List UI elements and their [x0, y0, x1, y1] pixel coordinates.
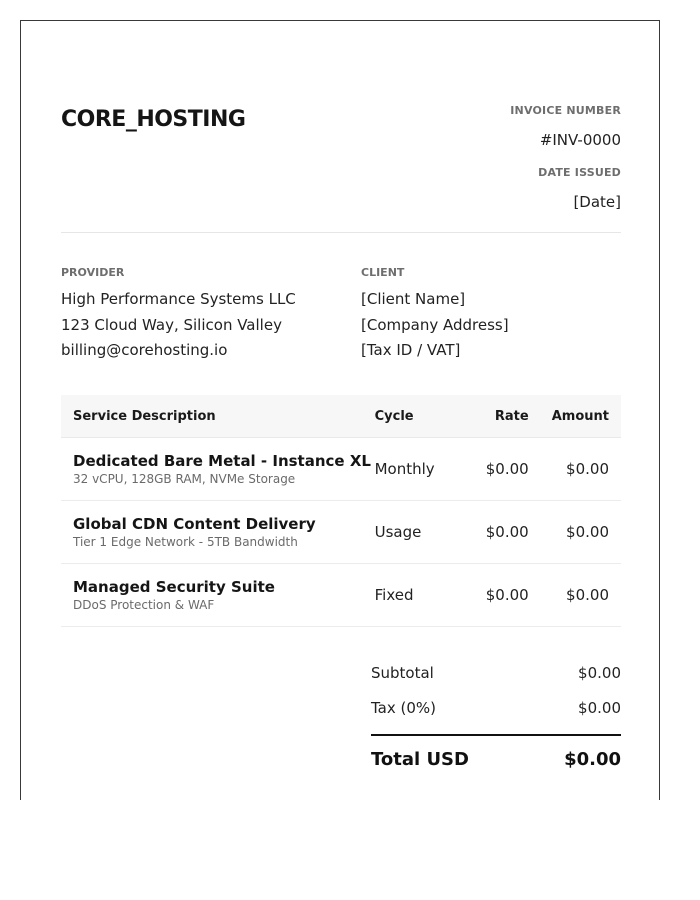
service-amount: $0.00: [529, 438, 621, 501]
service-rate: $0.00: [462, 501, 528, 564]
column-header-cycle: Cycle: [375, 395, 463, 438]
service-rate: $0.00: [462, 564, 528, 627]
date-issued: [Date]: [573, 193, 621, 211]
service-name: Managed Security Suite: [73, 577, 275, 596]
service-cycle: Fixed: [375, 564, 463, 627]
service-amount: $0.00: [529, 501, 621, 564]
invoice-number-label: INVOICE NUMBER: [510, 104, 621, 117]
total-divider: [371, 734, 621, 736]
table-header-row: [61, 395, 621, 438]
client-block: [361, 265, 641, 364]
service-detail: Tier 1 Edge Network - 5TB Bandwidth: [73, 534, 298, 549]
service-cycle: Monthly: [375, 438, 463, 501]
provider-block: [61, 265, 341, 364]
provider-email: billing@corehosting.io: [61, 341, 228, 359]
service-cycle: Usage: [375, 501, 463, 564]
client-address: [Company Address]: [361, 315, 509, 334]
column-header-rate: Rate: [462, 395, 528, 438]
service-amount: $0.00: [529, 564, 621, 627]
brand-name: CORE_HOSTING: [61, 107, 246, 132]
total-value: $0.00: [564, 749, 621, 770]
total-row: [371, 749, 621, 770]
date-issued-label: DATE ISSUED: [538, 166, 621, 179]
table-row: [61, 438, 621, 501]
provider-address: 123 Cloud Way, Silicon Valley: [61, 315, 282, 334]
services-table: [61, 395, 621, 627]
table-row: [61, 564, 621, 627]
subtotal-label: Subtotal: [371, 664, 434, 682]
totals-block: [371, 661, 621, 770]
client-tax-id: [Tax ID / VAT]: [361, 341, 461, 359]
service-name: Global CDN Content Delivery: [73, 514, 316, 533]
subtotal-value: $0.00: [578, 664, 621, 682]
service-detail: 32 vCPU, 128GB RAM, NVMe Storage: [73, 471, 296, 486]
column-header-amount: Amount: [529, 395, 621, 438]
service-name: Dedicated Bare Metal - Instance XL: [73, 451, 371, 470]
header-divider: [61, 232, 621, 233]
column-header-description: Service Description: [61, 395, 375, 438]
provider-label: PROVIDER: [61, 266, 125, 279]
client-name: [Client Name]: [361, 290, 466, 308]
total-label: Total USD: [371, 749, 469, 770]
client-label: CLIENT: [361, 266, 405, 279]
service-description-cell: [61, 564, 375, 627]
service-rate: $0.00: [462, 438, 528, 501]
table-row: [61, 501, 621, 564]
tax-label: Tax (0%): [371, 699, 437, 717]
invoice-meta: [510, 103, 621, 211]
tax-value: $0.00: [578, 699, 621, 717]
service-detail: DDoS Protection & WAF: [73, 597, 215, 612]
invoice-page: [20, 20, 660, 800]
tax-row: [371, 696, 621, 731]
service-description-cell: [61, 438, 375, 501]
invoice-number: #INV-0000: [539, 131, 621, 149]
provider-name: High Performance Systems LLC: [61, 290, 296, 308]
service-description-cell: [61, 501, 375, 564]
subtotal-row: [371, 661, 621, 696]
